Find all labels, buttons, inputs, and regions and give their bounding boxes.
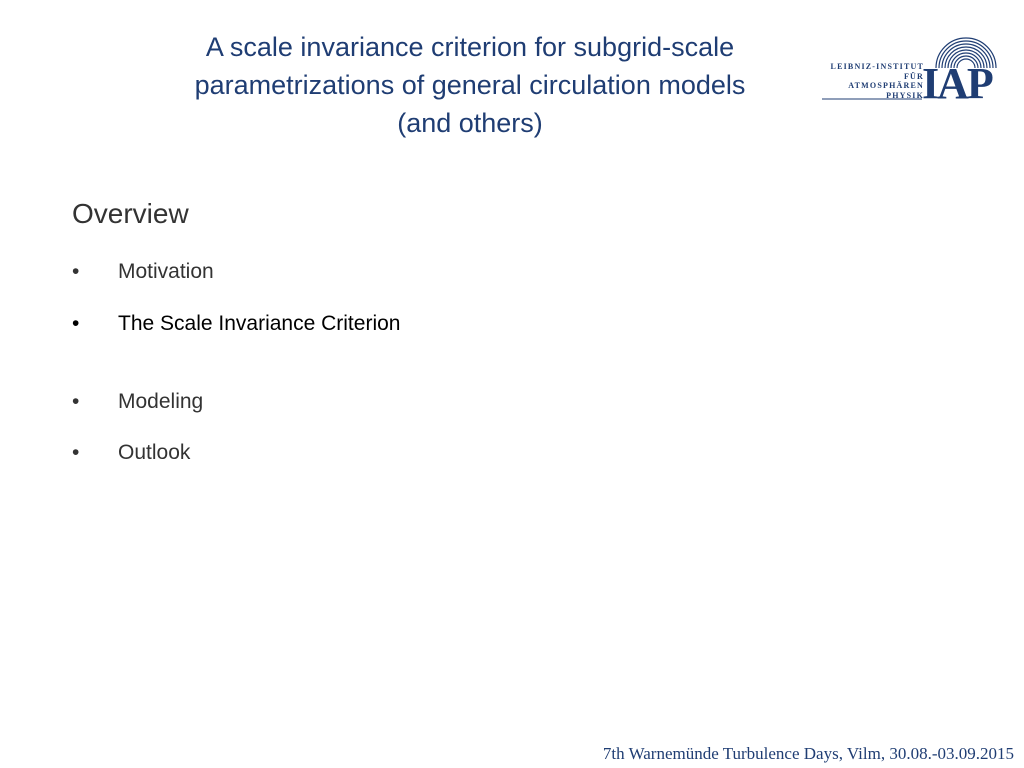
logo-line-1: LEIBNIZ-INSTITUT	[830, 62, 924, 71]
logo-line-3: ATMOSPHÄREN	[848, 81, 924, 90]
slide-title-line-3: (and others)	[397, 108, 543, 138]
slide-footer: 7th Warnemünde Turbulence Days, Vilm, 30.08.-03.09.2015	[602, 744, 1014, 763]
logo-line-2: FÜR	[903, 71, 924, 81]
iap-wordmark: IAP	[922, 59, 992, 104]
bullet-marker: •	[72, 260, 80, 283]
iap-logo	[818, 34, 1004, 104]
section-heading: Overview	[72, 198, 189, 229]
slide-title-line-1: A scale invariance criterion for subgrid-scale	[205, 32, 735, 62]
bullet-marker: •	[72, 390, 80, 413]
slide-title-line-2: parametrizations of general circulation models	[194, 70, 746, 100]
bullet-marker: •	[72, 312, 80, 335]
slide-title	[140, 28, 800, 142]
iap-logo-text	[831, 62, 924, 100]
bullet-label: The Scale Invariance Criterion	[118, 312, 401, 335]
bullet-marker: •	[72, 441, 80, 464]
logo-line-4: PHYSIK	[886, 90, 924, 100]
bullet-label: Motivation	[118, 260, 214, 283]
bullet-label: Modeling	[118, 390, 204, 413]
bullet-label: Outlook	[118, 441, 191, 464]
